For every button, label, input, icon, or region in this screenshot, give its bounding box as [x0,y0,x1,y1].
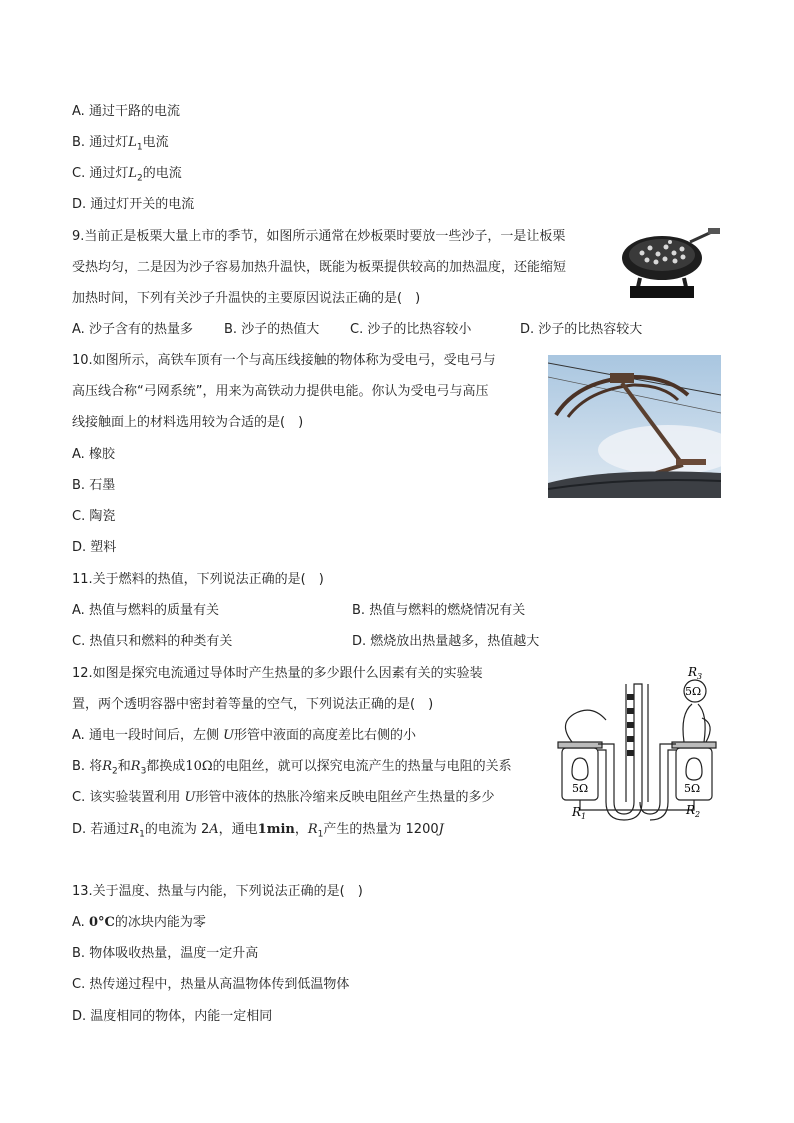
option-label: B. [224,322,238,337]
q11-option-a [72,603,219,618]
option-label: C. [72,977,86,992]
q13-option-b [72,945,258,963]
option-text: 石墨 [89,478,116,493]
option-label: B. [72,478,86,493]
option-text: 的电流为 2 [144,822,210,837]
q12-option-a [72,727,416,745]
option-text: 燃烧放出热量越多，热值越大 [370,634,540,649]
q8-option-c [72,165,182,188]
option-label: A. [72,322,85,337]
subscript: 2 [112,766,118,777]
option-text: 橡胶 [88,447,115,462]
option-text: 温度相同的物体，内能一定相同 [90,1009,273,1024]
option-label: D. [72,1009,87,1024]
q10-option-c [72,508,115,526]
q12-option-b [72,758,512,781]
option-text: 该实验装置利用 [89,790,185,805]
q9-stem-line1: 9.当前正是板栗大量上市的季节，如图所示通常在炒板栗时要放一些沙子，一是让板栗 [72,229,566,244]
r3-symbol: R [688,665,698,679]
q9-option-a [72,322,193,337]
variable: R [129,822,140,837]
option-text: 和 [117,759,131,774]
q9-stem-line2: 受热均匀，二是因为沙子容易加热升温快，既能为板栗提供较高的加热温度，还能缩短 [72,260,567,275]
joule-heating-apparatus-diagram [552,664,730,822]
r2-subscript: 2 [695,810,701,819]
option-text: 通过干路的电流 [88,104,180,119]
q9-option-c [350,321,471,339]
option-label: D. [352,634,367,649]
option-text: 若通过 [90,822,130,837]
subscript: 1 [136,142,143,153]
option-label: C. [350,322,364,337]
option-text: 沙子的比热容较小 [367,322,472,337]
option-label: B. [352,603,366,618]
option-label: D. [72,822,87,837]
r1-symbol: R [572,805,582,819]
option-text: 通过灯开关的电流 [90,197,195,212]
option-label: A. [72,447,85,462]
option-text: 的电流 [142,166,182,181]
left-resistor-value: 5Ω [572,782,589,795]
option-text: 热值只和燃料的种类有关 [89,634,233,649]
option-text: 通过灯 [89,166,129,181]
option-label: A. [72,728,85,743]
q11-option-c [72,634,232,649]
r1-subscript: 1 [581,812,587,821]
option-text: 热传递过程中，热量从高温物体传到低温物体 [89,977,350,992]
option-text: 塑料 [90,540,117,555]
option-label: A. [72,603,85,618]
subscript: 2 [137,173,143,184]
variable: U [223,728,235,743]
option-text: 将 [89,759,103,774]
r1-label [571,805,586,821]
option-text: 热值与燃料的质量有关 [88,603,219,618]
option-label: B. [72,135,86,150]
subscript: 1 [139,829,145,840]
q10-stem-line2: 高压线合称“弓网系统”，用来为高铁动力提供电能。你认为受电弓与高压 [72,384,489,399]
q10-option-a [72,446,115,464]
variable: L [128,135,137,150]
q12-option-c [72,789,494,807]
q13-stem: 13.关于温度、热量与内能，下列说法正确的是( ) [72,884,363,899]
q8-option-d [72,196,194,214]
option-label: C. [72,166,86,181]
value: 0°C [88,915,115,930]
q9-stem-line3: 加热时间，下列有关沙子升温快的主要原因说法正确的是( ) [72,291,421,306]
option-label: B. [72,946,86,961]
r3-subscript: 3 [697,672,703,681]
variable: U [184,790,196,805]
pantograph-image [548,355,721,498]
q9-option-b [224,321,319,339]
option-text: 的电阻丝，就可以探究电流产生的热量与电阻的关系 [212,759,512,774]
variable: R [130,759,141,774]
option-text: 电流 [142,135,169,150]
option-text: 陶瓷 [89,509,116,524]
variable: L [128,166,138,181]
option-text: 通过灯 [89,135,129,150]
q8-option-b [72,134,169,157]
q13-option-c [72,976,349,994]
option-label: C. [72,509,86,524]
option-text: 沙子的热值大 [241,322,320,337]
wok-chestnut-image [620,228,722,298]
option-text: 热值与燃料的燃烧情况有关 [369,603,526,618]
q13-option-d [72,1008,272,1026]
subscript: 3 [140,766,147,777]
option-text: ， [294,822,308,837]
option-text: 物体吸收热量，温度一定升高 [89,946,259,961]
r2-symbol: R [686,803,696,817]
option-text: 沙子含有的热量多 [88,322,193,337]
option-text: ，通电 [218,822,258,837]
option-label: C. [72,790,86,805]
q12-stem-line1: 12.如图是探究电流通过导体时产生热量的多少跟什么因素有关的实验装 [72,666,483,681]
value: 10Ω [185,759,213,774]
unit: J [438,822,444,837]
option-text: 沙子的比热容较大 [538,322,643,337]
unit: A [209,822,219,837]
q11-options-row1 [72,602,526,620]
variable: R [307,822,318,837]
q12-stem-line2: 置，两个透明容器中密封着等量的空气，下列说法正确的是( ) [72,697,434,712]
top-resistor-value: 5Ω [685,685,702,698]
r2-label [685,803,700,819]
option-label: C. [72,634,86,649]
option-text: 的冰块内能为零 [114,915,206,930]
q8-option-a [72,103,180,121]
r3-label [687,665,702,681]
q11-option-b [352,602,525,620]
option-label: D. [72,197,87,212]
q12-option-d [72,821,444,844]
option-text: 通电一段时间后，左侧 [88,728,224,743]
option-label: A. [72,104,85,119]
option-label: D. [520,322,535,337]
q9-option-d [520,321,642,339]
right-resistor-value: 5Ω [684,782,701,795]
option-label: B. [72,759,86,774]
q10-stem-line1: 10.如图所示，高铁车顶有一个与高压线接触的物体称为受电弓，受电弓与 [72,353,496,368]
value: 1min [257,822,295,837]
q11-option-d [352,633,539,651]
q10-option-b [72,477,115,495]
option-text: 产生的热量为 1200 [323,822,439,837]
option-label: D. [72,540,87,555]
option-text: 都换成 [146,759,186,774]
q11-stem: 11.关于燃料的热值，下列说法正确的是( ) [72,572,324,587]
variable: R [102,759,113,774]
q10-stem-line3: 线接触面上的材料选用较为合适的是( ) [72,415,304,430]
subscript: 1 [317,829,324,840]
option-text: 形管中液体的热胀冷缩来反映电阻丝产生热量的多少 [195,790,495,805]
q11-options-row2 [72,633,540,651]
q9-options [72,321,643,339]
q13-option-a [72,914,206,932]
q10-option-d [72,539,116,557]
option-text: 形管中液面的高度差比右侧的小 [234,728,417,743]
option-label: A. [72,915,85,930]
